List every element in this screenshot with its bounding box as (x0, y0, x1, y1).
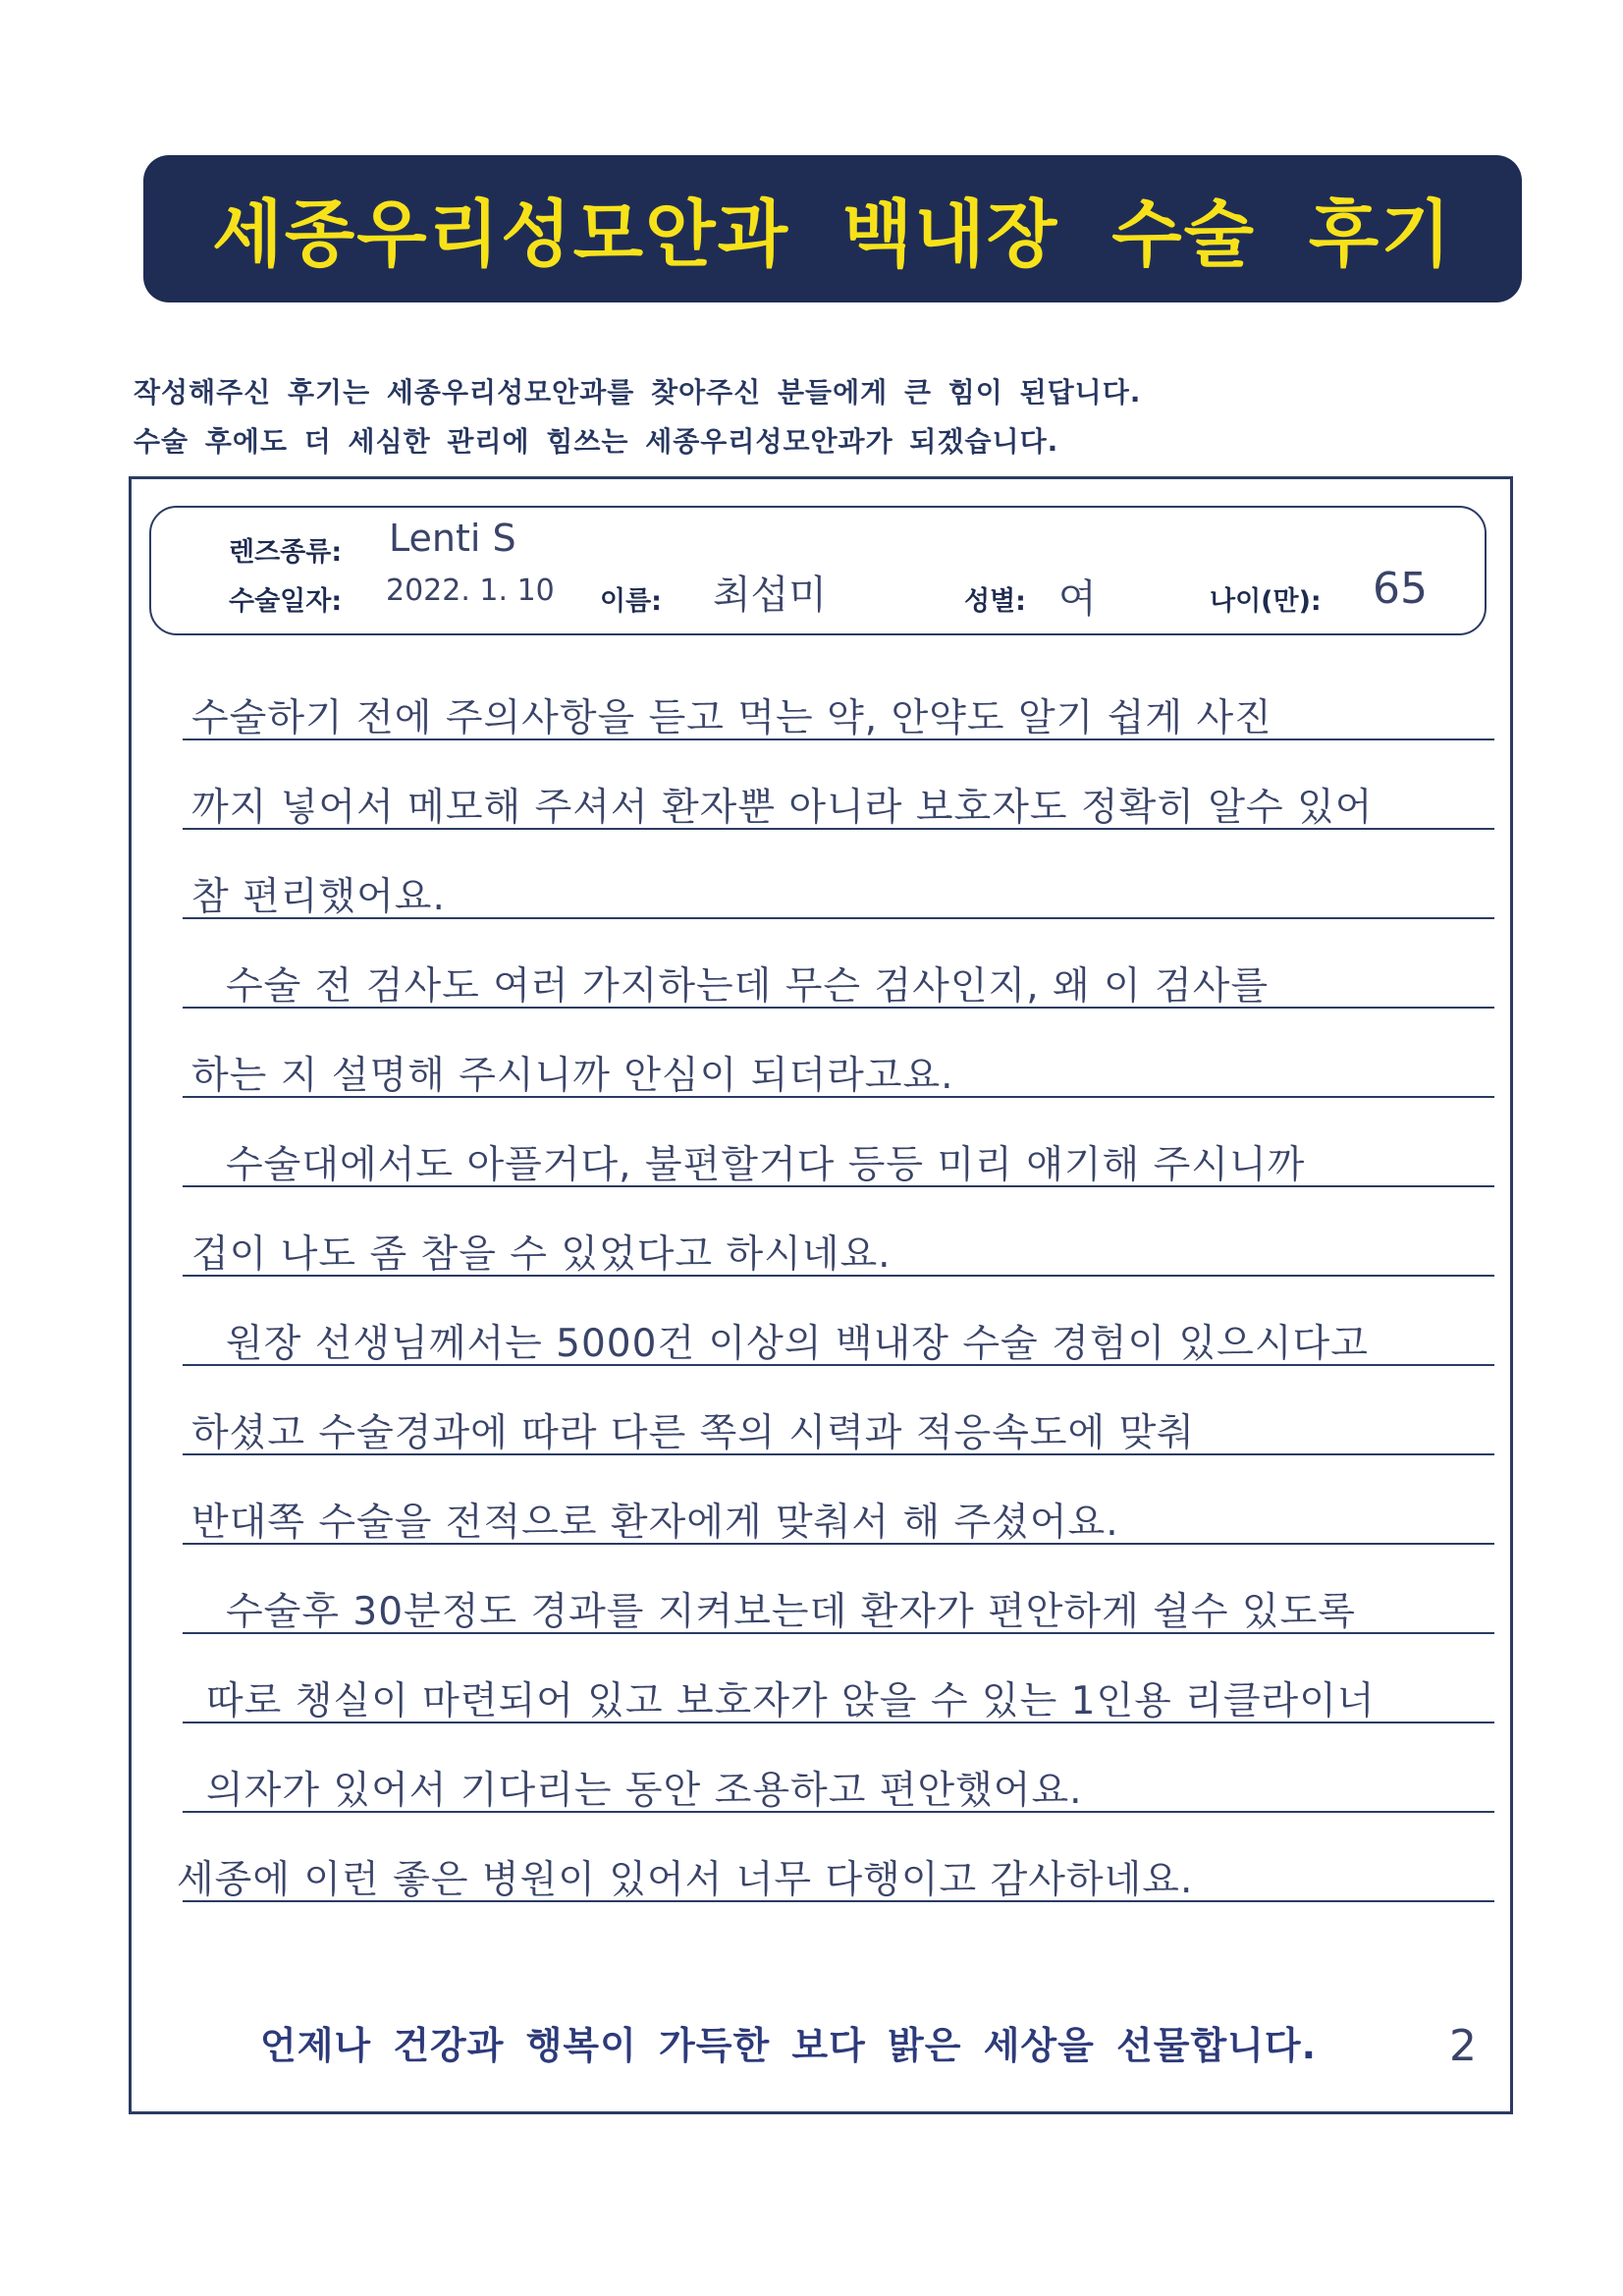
review-line: 원장 선생님께서는 5000건 이상의 백내장 수술 경험이 있으시다고 (226, 1322, 1369, 1366)
review-line: 겁이 나도 좀 참을 수 있었다고 하시네요. (191, 1232, 892, 1277)
name-label: 이름: (600, 586, 662, 617)
ruled-line (183, 1453, 1494, 1455)
age-label: 나이(만): (1210, 586, 1322, 617)
ruled-line (183, 1722, 1494, 1723)
age-value: 65 (1373, 564, 1428, 614)
review-line: 수술대에서도 아플거다, 불편할거다 등등 미리 얘기해 주시니까 (226, 1143, 1306, 1187)
ruled-line (183, 1007, 1494, 1009)
review-line: 하는 지 설명해 주시니까 안심이 되더라고요. (191, 1054, 954, 1098)
review-line: 수술 전 검사도 여러 가지하는데 무슨 검사인지, 왜 이 검사를 (226, 964, 1270, 1009)
ruled-line (183, 1364, 1494, 1366)
review-line: 까지 넣어서 메모해 주셔서 환자뿐 아니라 보호자도 정확히 알수 있어 (191, 786, 1374, 830)
lens-type-value: Lenti S (389, 517, 516, 560)
review-line: 참 편리했어요. (191, 875, 446, 919)
ruled-line (183, 1543, 1494, 1545)
name-value: 최섭미 (713, 573, 827, 618)
ruled-line (183, 1185, 1494, 1187)
ruled-line (183, 1275, 1494, 1277)
intro-line-1: 작성해주신 후기는 세종우리성모안과를 찾아주신 분들에게 큰 힘이 된답니다. (134, 376, 1142, 409)
ruled-line (183, 1632, 1494, 1634)
closing-slogan: 언제나 건강과 행복이 가득한 보다 밝은 세상을 선물합니다. (260, 2024, 1318, 2067)
surgery-date-value: 2022. 1. 10 (386, 574, 555, 608)
ruled-line (183, 1811, 1494, 1813)
sex-value: 여 (1058, 576, 1097, 622)
review-line: 반대쪽 수술을 전적으로 환자에게 맞춰서 해 주셨어요. (191, 1501, 1119, 1545)
ruled-line (183, 917, 1494, 919)
review-line: 따로 챙실이 마련되어 있고 보호자가 앉을 수 있는 1인용 리클라이너 (206, 1679, 1376, 1723)
title-banner (143, 155, 1522, 302)
ruled-line (183, 1900, 1494, 1902)
surgery-date-label: 수술일자: (229, 586, 343, 617)
lens-type-label: 렌즈종류: (229, 537, 343, 568)
review-line: 하셨고 수술경과에 따라 다른 쪽의 시력과 적응속도에 맞춰 (191, 1411, 1195, 1455)
review-line: 수술하기 전에 주의사항을 듣고 먹는 약, 안약도 알기 쉽게 사진 (191, 696, 1272, 740)
review-line: 수술후 30분정도 경과를 지켜보는데 환자가 편안하게 쉴수 있도록 (226, 1590, 1356, 1634)
intro-line-2: 수술 후에도 더 세심한 관리에 힘쓰는 세종우리성모안과가 되겠습니다. (134, 425, 1059, 458)
sex-label: 성별: (964, 586, 1026, 617)
review-line: 의자가 있어서 기다리는 동안 조용하고 편안했어요. (206, 1769, 1083, 1813)
ruled-line (183, 1096, 1494, 1098)
review-line: 세종에 이런 좋은 병원이 있어서 너무 다행이고 감사하네요. (177, 1858, 1194, 1902)
page-title: 세종우리성모안과 백내장 수술 후기 (212, 192, 1453, 277)
ruled-line (183, 828, 1494, 830)
ruled-line (183, 738, 1494, 740)
page-number: 2 (1449, 2021, 1477, 2071)
